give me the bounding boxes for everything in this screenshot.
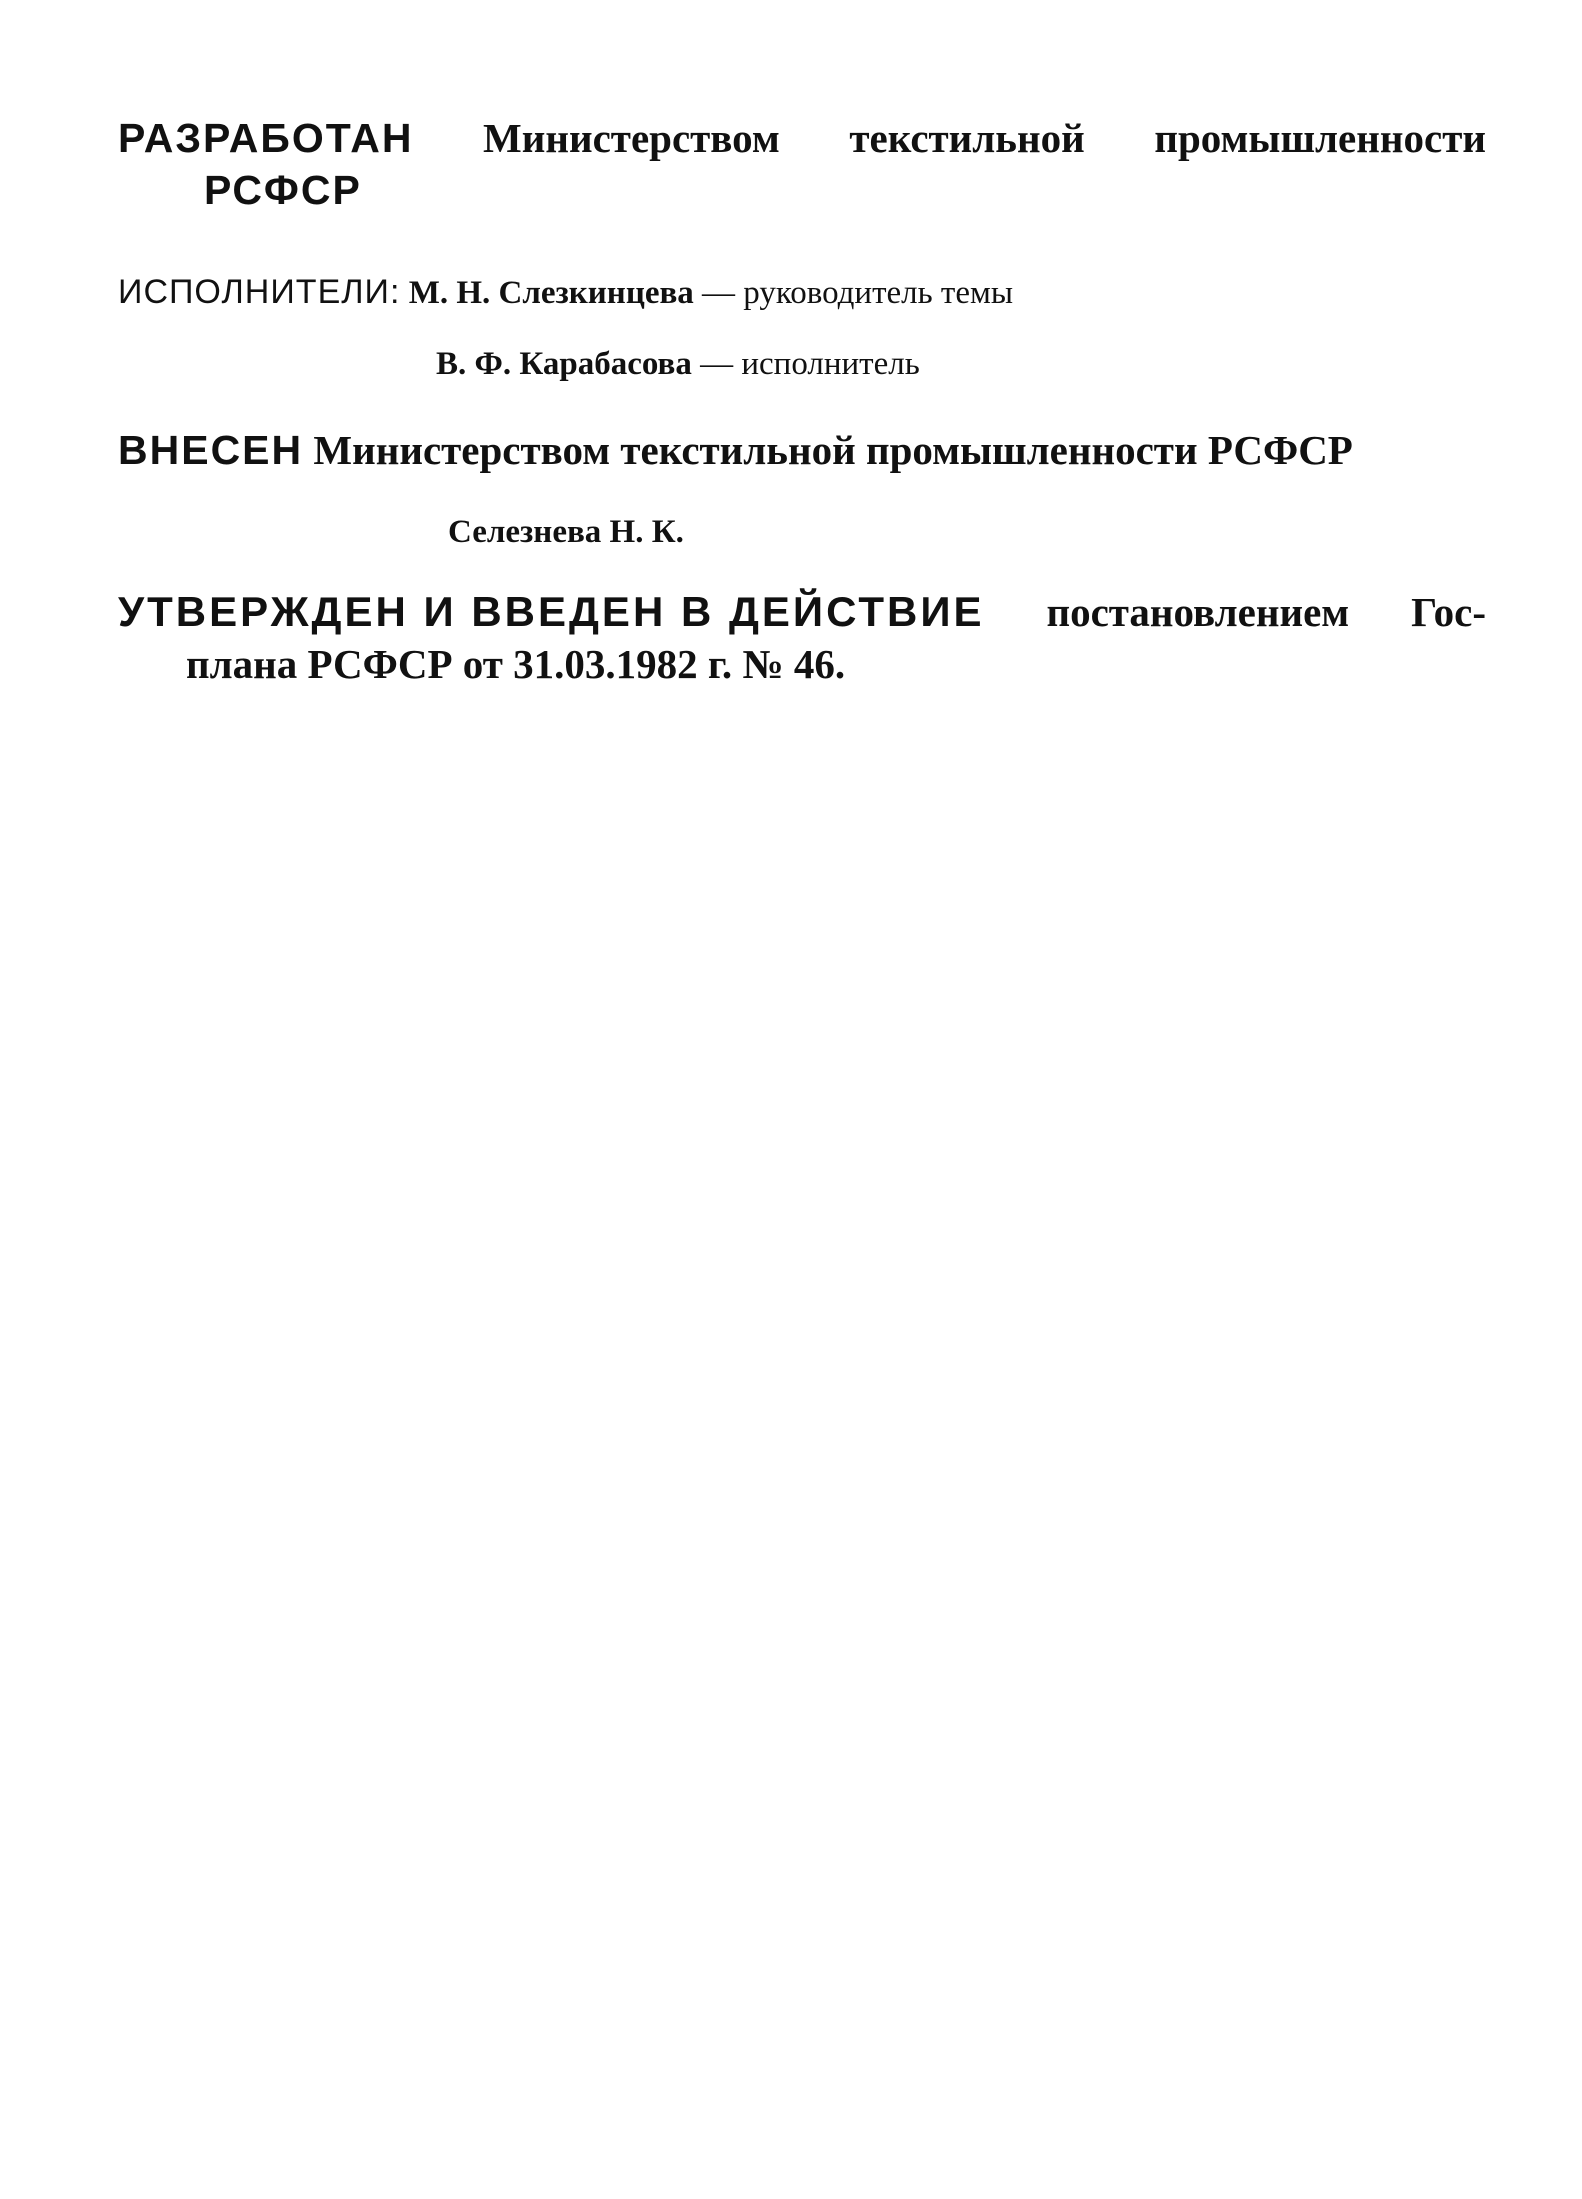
approved-section bbox=[118, 586, 1486, 690]
performer-row bbox=[118, 272, 1486, 313]
developed-by-word: промышленности bbox=[1154, 115, 1486, 161]
developed-by-section bbox=[118, 112, 1486, 216]
submitted-by-section bbox=[118, 424, 1486, 476]
approved-word: постановлением bbox=[1046, 589, 1350, 635]
approved-line bbox=[118, 586, 1486, 638]
performer-role: — руководитель темы bbox=[702, 275, 1014, 311]
developed-by-line bbox=[118, 112, 1486, 164]
approved-continuation: плана РСФСР от 31.03.1982 г. № 46. bbox=[186, 641, 846, 687]
performer-row bbox=[436, 344, 920, 384]
performers-label: ИСПОЛНИТЕЛИ: bbox=[118, 273, 401, 311]
performer-role: — исполнитель bbox=[700, 346, 920, 382]
performer-name: М. Н. Слезкинцева bbox=[408, 275, 694, 311]
submitted-by-label: ВНЕСЕН bbox=[118, 427, 304, 473]
developed-by-word: текстильной bbox=[849, 115, 1085, 161]
performers-section bbox=[118, 272, 1486, 382]
submitted-by-text: Министерством текстильной промышленности РСФСР bbox=[313, 427, 1353, 473]
developed-by-continuation: РСФСР bbox=[204, 167, 362, 213]
approved-word: Гос- bbox=[1411, 589, 1486, 635]
developed-by-label: РАЗРАБОТАН bbox=[118, 115, 414, 161]
approved-label: УТВЕРЖДЕН И ВВЕДЕН В ДЕЙСТВИЕ bbox=[118, 588, 985, 635]
developed-by-word: Министерством bbox=[483, 115, 780, 161]
performer-name: В. Ф. Карабасова bbox=[436, 346, 692, 382]
submitted-person: Селезнева Н. К. bbox=[448, 514, 684, 550]
